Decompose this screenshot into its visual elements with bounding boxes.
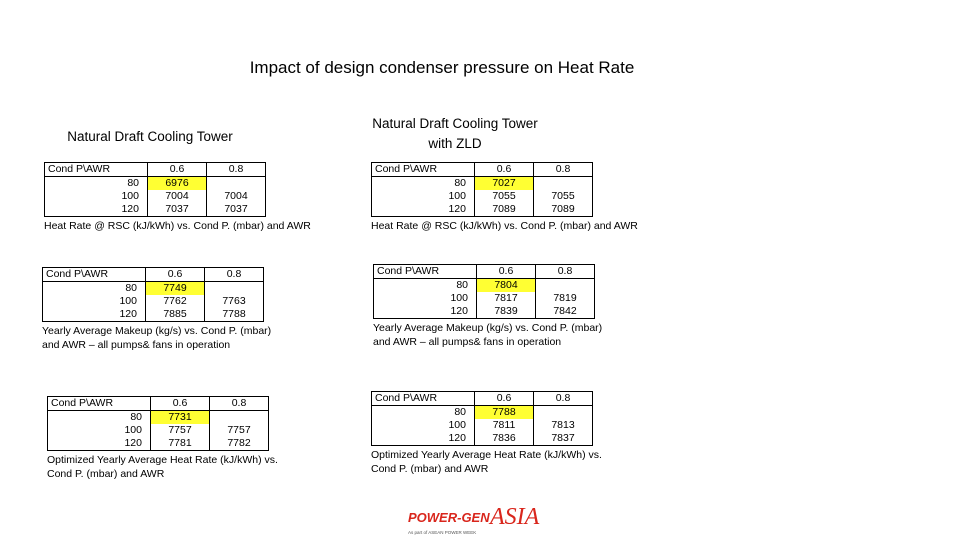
table-caption bbox=[371, 219, 638, 233]
header-awr-value: 0.8 bbox=[534, 392, 593, 406]
table-cell: 7037 bbox=[207, 203, 266, 217]
table-cell bbox=[534, 406, 593, 420]
table-cell bbox=[205, 282, 264, 296]
table-cell: 7782 bbox=[210, 437, 269, 451]
caption-line: and AWR – all pumps& fans in operation bbox=[42, 339, 231, 351]
caption-line: Yearly Average Makeup (kg/s) vs. Cond P. (mbar) bbox=[373, 322, 603, 334]
table-header-row bbox=[372, 392, 593, 406]
table-row bbox=[45, 177, 266, 191]
header-awr-value: 0.8 bbox=[205, 268, 264, 282]
header-awr-value: 0.8 bbox=[210, 397, 269, 411]
table-row bbox=[374, 305, 595, 319]
header-awr-value: 0.6 bbox=[477, 265, 536, 279]
row-cond-pressure: 80 bbox=[372, 177, 475, 191]
table-caption bbox=[371, 448, 602, 476]
table-cell bbox=[207, 177, 266, 191]
data-table bbox=[47, 396, 269, 451]
table-row bbox=[372, 406, 593, 420]
caption-line: Cond P. (mbar) and AWR bbox=[47, 468, 165, 480]
table-row bbox=[43, 282, 264, 296]
table-row bbox=[45, 190, 266, 203]
table-cell: 7731 bbox=[151, 411, 210, 425]
row-cond-pressure: 120 bbox=[374, 305, 477, 319]
table-cell: 7037 bbox=[148, 203, 207, 217]
header-awr-value: 0.6 bbox=[151, 397, 210, 411]
table-row bbox=[372, 203, 593, 217]
header-awr-value: 0.8 bbox=[207, 163, 266, 177]
row-cond-pressure: 100 bbox=[45, 190, 148, 203]
table-cell: 7757 bbox=[151, 424, 210, 437]
data-table bbox=[44, 162, 266, 217]
header-awr-value: 0.8 bbox=[536, 265, 595, 279]
power-gen-asia-logo bbox=[406, 496, 556, 540]
header-label: Cond P\AWR bbox=[45, 163, 148, 177]
table-cell: 7089 bbox=[534, 203, 593, 217]
table-row bbox=[43, 295, 264, 308]
table-caption bbox=[373, 321, 602, 349]
table-cell: 7781 bbox=[151, 437, 210, 451]
caption-line: Yearly Average Makeup (kg/s) vs. Cond P. (mbar) bbox=[42, 325, 272, 337]
table-cell bbox=[536, 279, 595, 293]
header-awr-value: 0.6 bbox=[475, 392, 534, 406]
right-column-heading bbox=[345, 114, 565, 154]
table-header-row bbox=[374, 265, 595, 279]
table-caption bbox=[47, 453, 278, 481]
right-makeup-block bbox=[373, 264, 602, 349]
logo-region-text: ASIA bbox=[490, 504, 540, 530]
table-row bbox=[372, 419, 593, 432]
row-cond-pressure: 100 bbox=[43, 295, 146, 308]
row-cond-pressure: 120 bbox=[45, 203, 148, 217]
row-cond-pressure: 120 bbox=[48, 437, 151, 451]
table-cell bbox=[210, 411, 269, 425]
table-cell: 7027 bbox=[475, 177, 534, 191]
header-label: Cond P\AWR bbox=[43, 268, 146, 282]
table-caption bbox=[44, 219, 311, 233]
header-awr-value: 0.6 bbox=[146, 268, 205, 282]
row-cond-pressure: 100 bbox=[372, 190, 475, 203]
caption-line: Heat Rate @ RSC (kJ/kWh) vs. Cond P. (mbar) and AWR bbox=[371, 220, 638, 232]
table-cell: 7836 bbox=[475, 432, 534, 446]
logo-brand-text: POWER-GEN bbox=[408, 510, 490, 525]
table-cell: 6976 bbox=[148, 177, 207, 191]
row-cond-pressure: 120 bbox=[43, 308, 146, 322]
right-heat-rate-block bbox=[371, 162, 638, 233]
table-row bbox=[372, 177, 593, 191]
data-table bbox=[373, 264, 595, 319]
table-cell bbox=[534, 177, 593, 191]
table-cell: 7004 bbox=[207, 190, 266, 203]
caption-line: Heat Rate @ RSC (kJ/kWh) vs. Cond P. (mbar) and AWR bbox=[44, 220, 311, 232]
header-label: Cond P\AWR bbox=[372, 163, 475, 177]
caption-line: Cond P. (mbar) and AWR bbox=[371, 463, 489, 475]
header-awr-value: 0.6 bbox=[148, 163, 207, 177]
right-optimized-heat-rate-block bbox=[371, 391, 602, 476]
right-heading-line1: Natural Draft Cooling Tower bbox=[372, 116, 538, 131]
table-cell: 7757 bbox=[210, 424, 269, 437]
logo-graphic bbox=[406, 496, 556, 540]
row-cond-pressure: 100 bbox=[374, 292, 477, 305]
table-cell: 7813 bbox=[534, 419, 593, 432]
table-cell: 7819 bbox=[536, 292, 595, 305]
table-cell: 7763 bbox=[205, 295, 264, 308]
slide-title: Impact of design condenser pressure on Heat Rate bbox=[249, 58, 635, 77]
left-makeup-block bbox=[42, 267, 271, 352]
header-label: Cond P\AWR bbox=[372, 392, 475, 406]
table-header-row bbox=[48, 397, 269, 411]
row-cond-pressure: 80 bbox=[48, 411, 151, 425]
left-optimized-heat-rate-block bbox=[47, 396, 278, 481]
table-cell: 7817 bbox=[477, 292, 536, 305]
table-row bbox=[372, 190, 593, 203]
table-row bbox=[45, 203, 266, 217]
header-label: Cond P\AWR bbox=[48, 397, 151, 411]
right-heading-line2: with ZLD bbox=[428, 136, 482, 151]
table-row bbox=[374, 292, 595, 305]
table-header-row bbox=[45, 163, 266, 177]
table-cell: 7885 bbox=[146, 308, 205, 322]
row-cond-pressure: 80 bbox=[45, 177, 148, 191]
caption-line: Optimized Yearly Average Heat Rate (kJ/kWh) vs. bbox=[47, 454, 278, 466]
table-cell: 7839 bbox=[477, 305, 536, 319]
table-cell: 7842 bbox=[536, 305, 595, 319]
table-row bbox=[374, 279, 595, 293]
table-cell: 7749 bbox=[146, 282, 205, 296]
table-row bbox=[48, 437, 269, 451]
table-cell: 7788 bbox=[205, 308, 264, 322]
table-cell: 7804 bbox=[477, 279, 536, 293]
table-caption bbox=[42, 324, 271, 352]
table-row bbox=[48, 424, 269, 437]
table-cell: 7055 bbox=[475, 190, 534, 203]
table-row bbox=[43, 308, 264, 322]
logo-tagline-text: As part of ASEAN POWER WEEK bbox=[408, 530, 477, 535]
header-awr-value: 0.8 bbox=[534, 163, 593, 177]
row-cond-pressure: 80 bbox=[372, 406, 475, 420]
row-cond-pressure: 80 bbox=[374, 279, 477, 293]
table-cell: 7004 bbox=[148, 190, 207, 203]
row-cond-pressure: 80 bbox=[43, 282, 146, 296]
left-heat-rate-block bbox=[44, 162, 311, 233]
table-row bbox=[48, 411, 269, 425]
table-header-row bbox=[43, 268, 264, 282]
row-cond-pressure: 100 bbox=[372, 419, 475, 432]
table-cell: 7762 bbox=[146, 295, 205, 308]
row-cond-pressure: 120 bbox=[372, 432, 475, 446]
table-cell: 7811 bbox=[475, 419, 534, 432]
header-label: Cond P\AWR bbox=[374, 265, 477, 279]
table-cell: 7055 bbox=[534, 190, 593, 203]
data-table bbox=[42, 267, 264, 322]
table-row bbox=[372, 432, 593, 446]
data-table bbox=[371, 391, 593, 446]
data-table bbox=[371, 162, 593, 217]
row-cond-pressure: 120 bbox=[372, 203, 475, 217]
table-cell: 7837 bbox=[534, 432, 593, 446]
table-header-row bbox=[372, 163, 593, 177]
table-cell: 7788 bbox=[475, 406, 534, 420]
table-cell: 7089 bbox=[475, 203, 534, 217]
row-cond-pressure: 100 bbox=[48, 424, 151, 437]
caption-line: Optimized Yearly Average Heat Rate (kJ/kWh) vs. bbox=[371, 449, 602, 461]
header-awr-value: 0.6 bbox=[475, 163, 534, 177]
left-column-heading: Natural Draft Cooling Tower bbox=[67, 129, 233, 144]
caption-line: and AWR – all pumps& fans in operation bbox=[373, 336, 562, 348]
